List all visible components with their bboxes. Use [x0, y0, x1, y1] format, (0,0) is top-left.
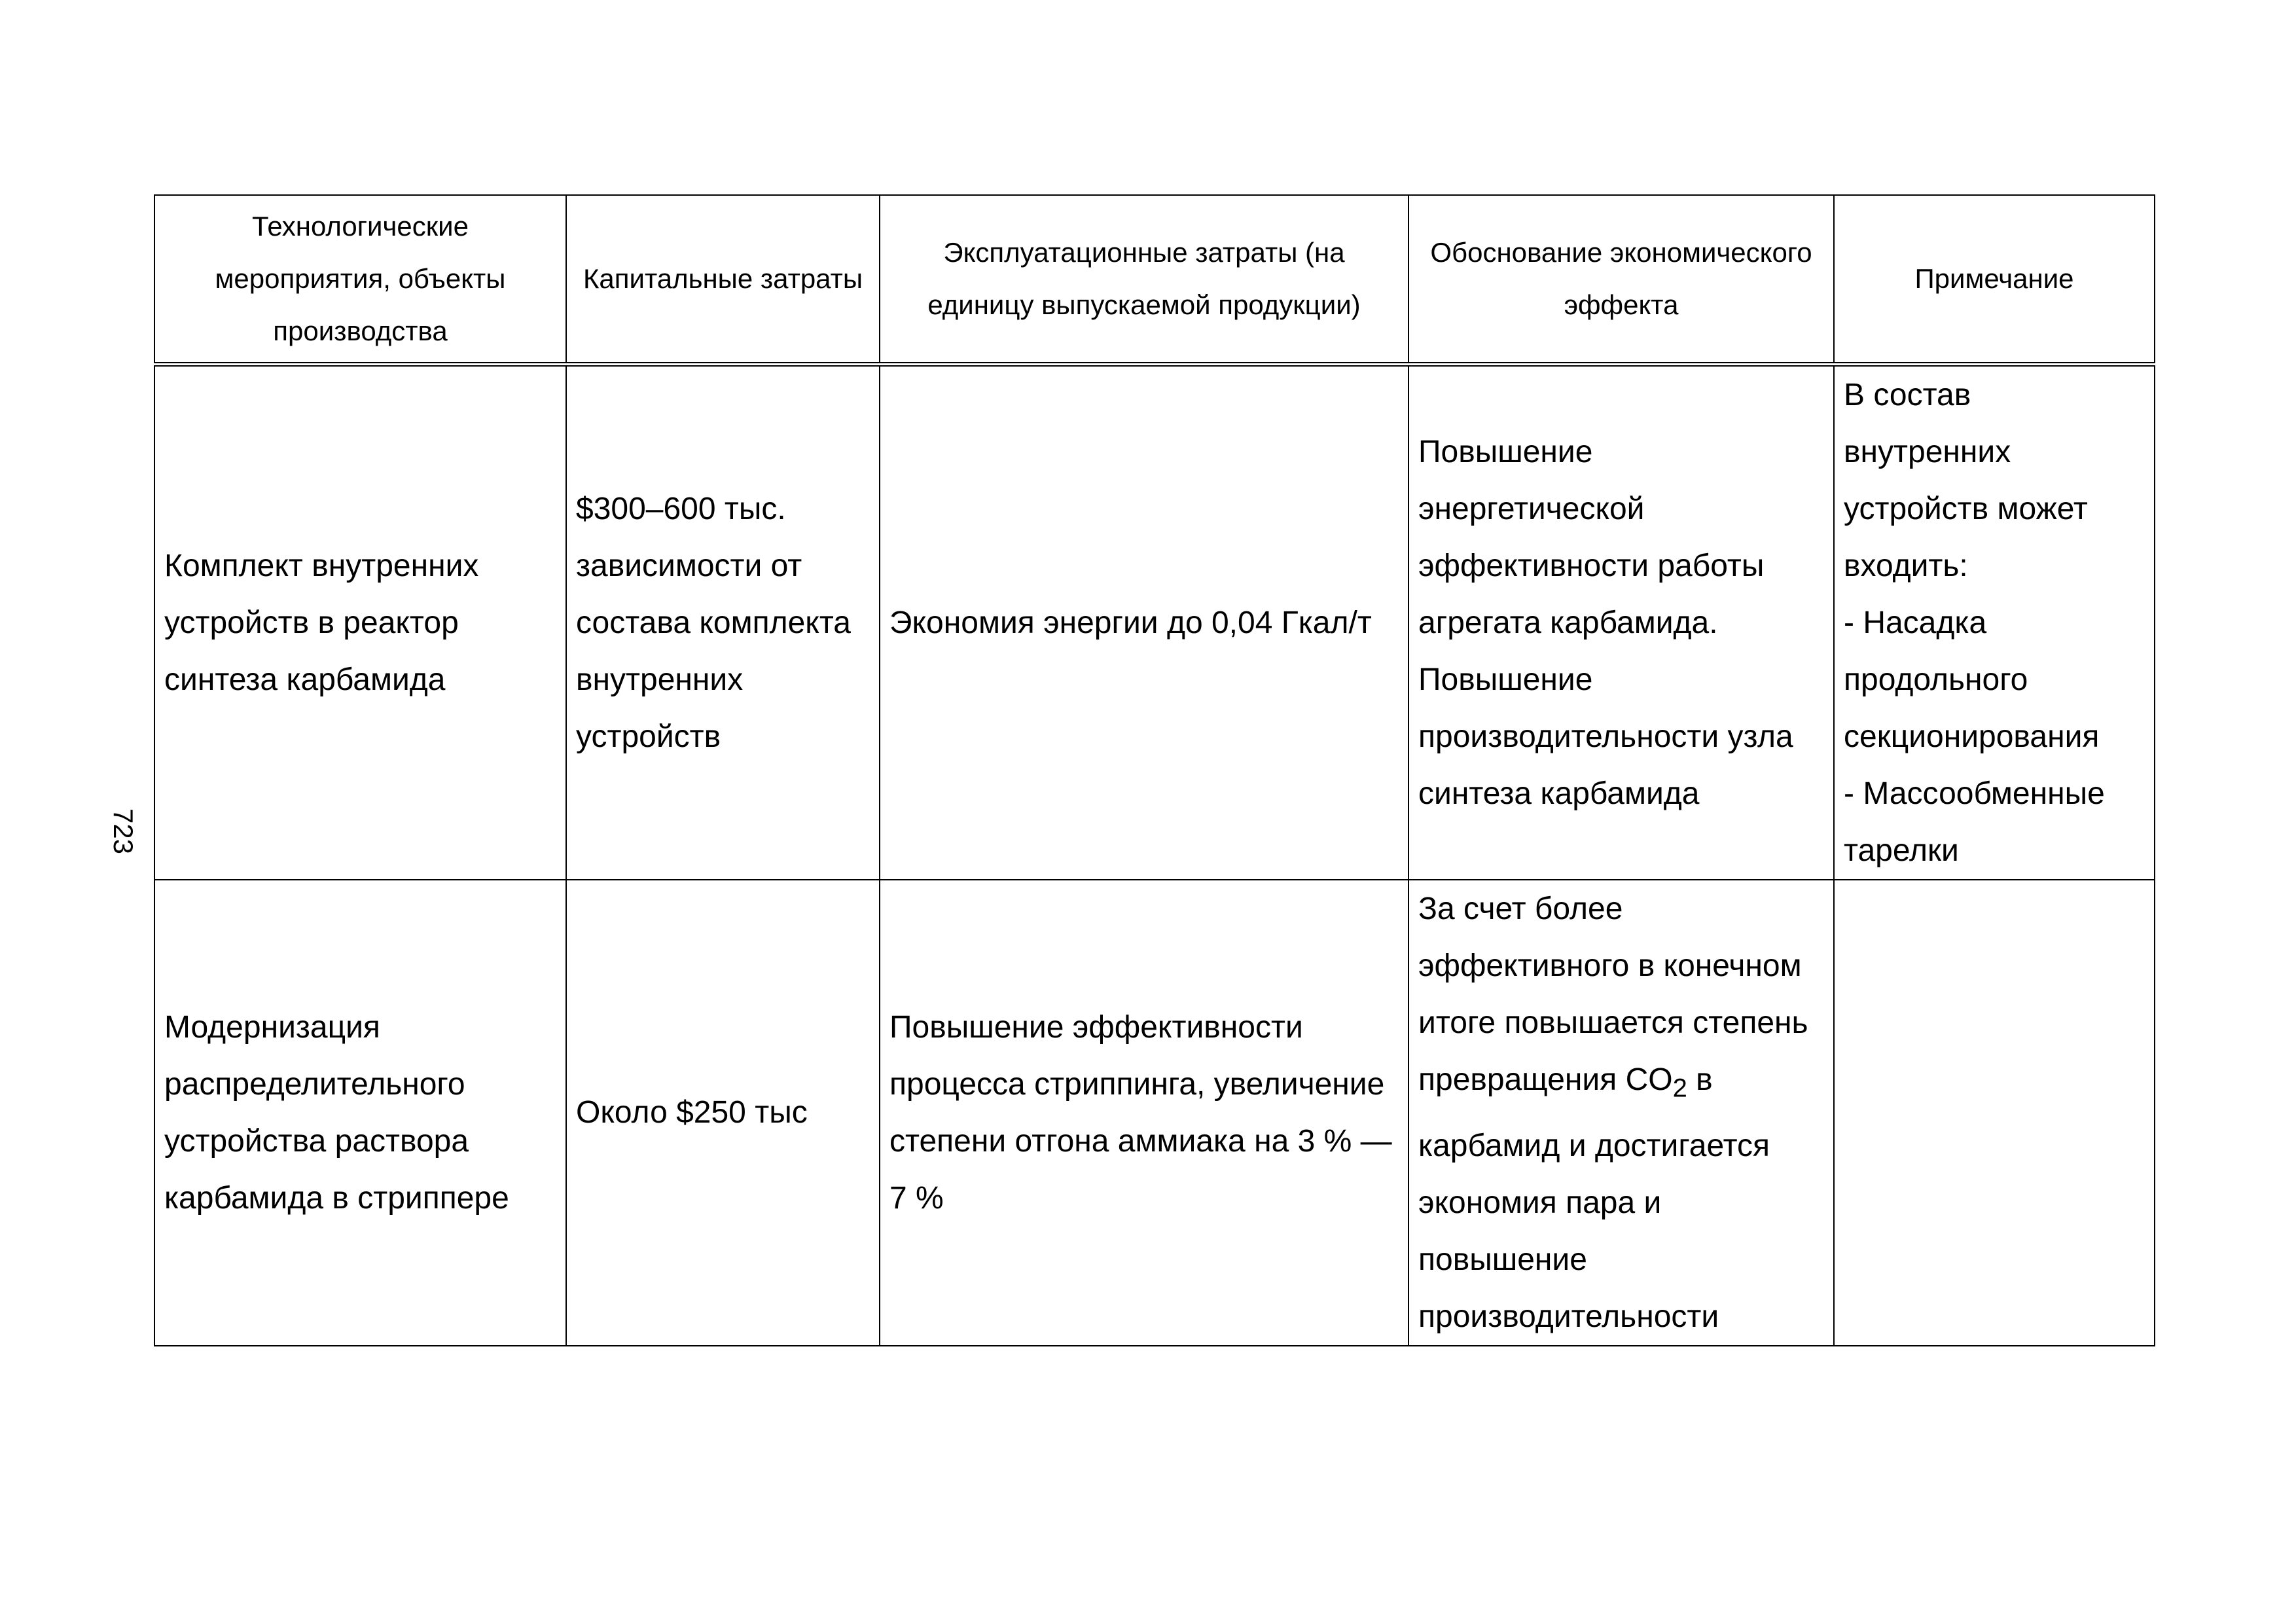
cell-capital: $300–600 тыс. зависимости от состава комплекта внутренних устройств	[566, 365, 880, 880]
co2-subscript: 2	[1672, 1074, 1687, 1103]
measures-table	[154, 194, 2155, 1346]
justification-text-end: в карбамид и достигается экономия пара и повышение производительности	[1418, 1062, 1770, 1334]
cell-measure: Комплект внутренних устройств в реактор синтеза карбамида	[154, 365, 566, 880]
cell-justification	[1408, 880, 1834, 1346]
cell-capital: Около $250 тыс	[566, 880, 880, 1346]
table-row	[154, 365, 2155, 880]
cell-justification: Повышение энергетической эффективности работы агрегата карбамида. Повышение производительности узла синтеза карбамида	[1408, 365, 1834, 880]
table-header-row	[154, 195, 2155, 365]
justification-text-start: За счет более эффективного в конечном итоге повышается степень превращения CO	[1418, 892, 1808, 1097]
header-justification: Обоснование экономического эффекта	[1408, 195, 1834, 365]
header-measure: Технологические мероприятия, объекты производства	[154, 195, 566, 365]
cell-operating: Повышение эффективности процесса стриппинга, увеличение степени отгона аммиака на 3 % — 7 %	[880, 880, 1408, 1346]
page-number: 723	[108, 808, 139, 855]
cell-note: В состав внутренних устройств может входить: - Насадка продольного секционирования - Массообменные тарелки	[1834, 365, 2155, 880]
header-operating-costs: Эксплуатационные затраты (на единицу выпускаемой продукции)	[880, 195, 1408, 365]
header-capital-costs: Капитальные затраты	[566, 195, 880, 365]
table-row	[154, 880, 2155, 1346]
cell-measure: Модернизация распределительного устройства раствора карбамида в стриппере	[154, 880, 566, 1346]
header-note: Примечание	[1834, 195, 2155, 365]
cell-note	[1834, 880, 2155, 1346]
cell-operating: Экономия энергии до 0,04 Гкал/т	[880, 365, 1408, 880]
